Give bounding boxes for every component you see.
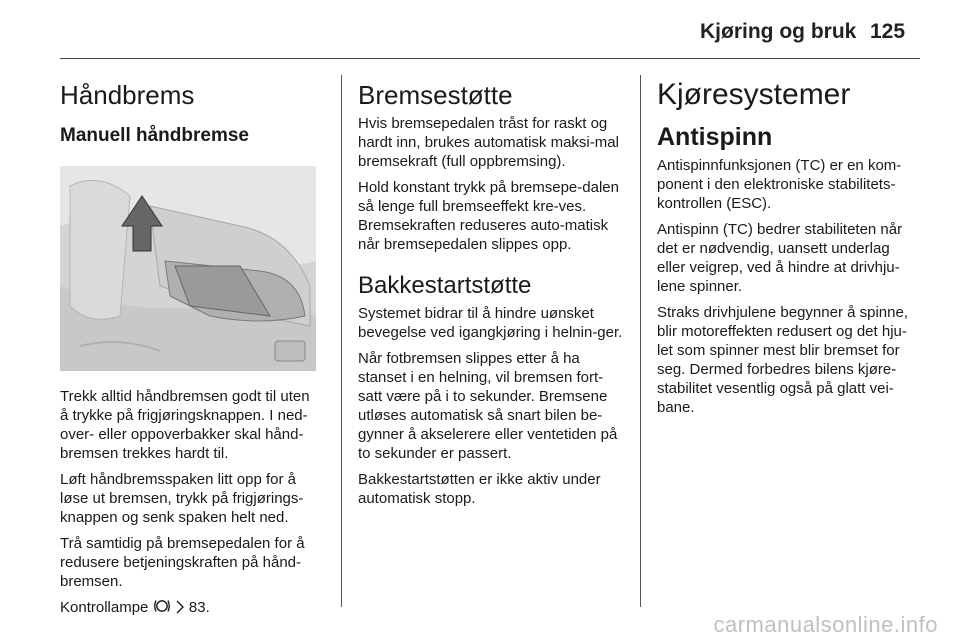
column-divider-1 [341, 75, 342, 607]
column-handbrake [60, 70, 322, 626]
control-lamp-reference [60, 598, 322, 619]
header-divider [60, 58, 920, 59]
paragraph: Straks drivhjulene begynner å spinne, blir motoreffekten redusert og det hju-let som spinner mest blir bremset for seg. Dermed forbedres bilens kjøre-stabilitet vesentlig også på glatt vei-bane. [657, 304, 908, 416]
section-subheading: Antispinn [657, 123, 773, 151]
handbrake-illustration [60, 166, 316, 371]
section-heading: Kjøresystemer [657, 78, 851, 111]
paragraph: Hold konstant trykk på bremsepe-dalen så lenge full bremseeffekt kre-ves. Bremsekraften reduseres auto-matisk når bremsepedalen slippes opp. [358, 179, 619, 253]
section-subheading: Manuell håndbremse [60, 125, 249, 146]
page-reference[interactable]: 83. [188, 599, 210, 616]
column-divider-2 [640, 75, 641, 607]
page-number: 125 [870, 20, 906, 43]
control-lamp-label: Kontrollampe [60, 599, 149, 616]
section-heading: Håndbrems [60, 80, 195, 110]
arrow-reference-icon[interactable] [175, 600, 185, 619]
brake-warning-icon [153, 598, 171, 619]
section-heading: Bremsestøtte [358, 80, 513, 110]
column-driving-systems [657, 70, 921, 424]
paragraph: Antispinnfunksjonen (TC) er en kom-ponent i den elektroniske stabilitets-kontrollen (ESC). [657, 157, 902, 212]
paragraph: Hvis bremsepedalen tråst for raskt og hardt inn, brukes automatisk maksi-mal bremsekraft (full oppbremsing). [358, 115, 619, 170]
paragraph: Trå samtidig på bremsepedalen for å redusere betjeningskraften på hånd-bremsen. [60, 535, 305, 590]
chapter-title: Kjøring og bruk [700, 20, 857, 43]
paragraph: Antispinn (TC) bedrer stabiliteten når det er nødvendig, uansett underlag eller veigrep, ved å hindre at drivhju-lene spinner. [657, 221, 903, 295]
paragraph: Systemet bidrar til å hindre uønsket bevegelse ved igangkjøring i helnin-ger. [358, 305, 623, 341]
paragraph: Trekk alltid håndbremsen godt til uten å trykke på frigjøringsknappen. I ned-over- eller oppoverbakker skal hånd-bremsen trekkes hardt til. [60, 388, 310, 462]
section-heading-hill-start: Bakkestartstøtte [358, 272, 532, 299]
watermark: carmanualsonline.info [713, 612, 938, 637]
paragraph: Løft håndbremsspaken litt opp for å løse ut bremsen, trykk på frigjørings-knappen og senk spaken helt ned. [60, 471, 304, 526]
column-brake-assist [358, 70, 626, 515]
paragraph: Bakkestartstøtten er ikke aktiv under automatisk stopp. [358, 471, 601, 507]
paragraph: Når fotbremsen slippes etter å ha stanset i en helning, vil bremsen fort-satt være på i to sekunder. Bremsene utløses automatisk så snart bilen be-gynner å akselerere eller ventetiden på to sekunder er passert. [358, 350, 618, 462]
